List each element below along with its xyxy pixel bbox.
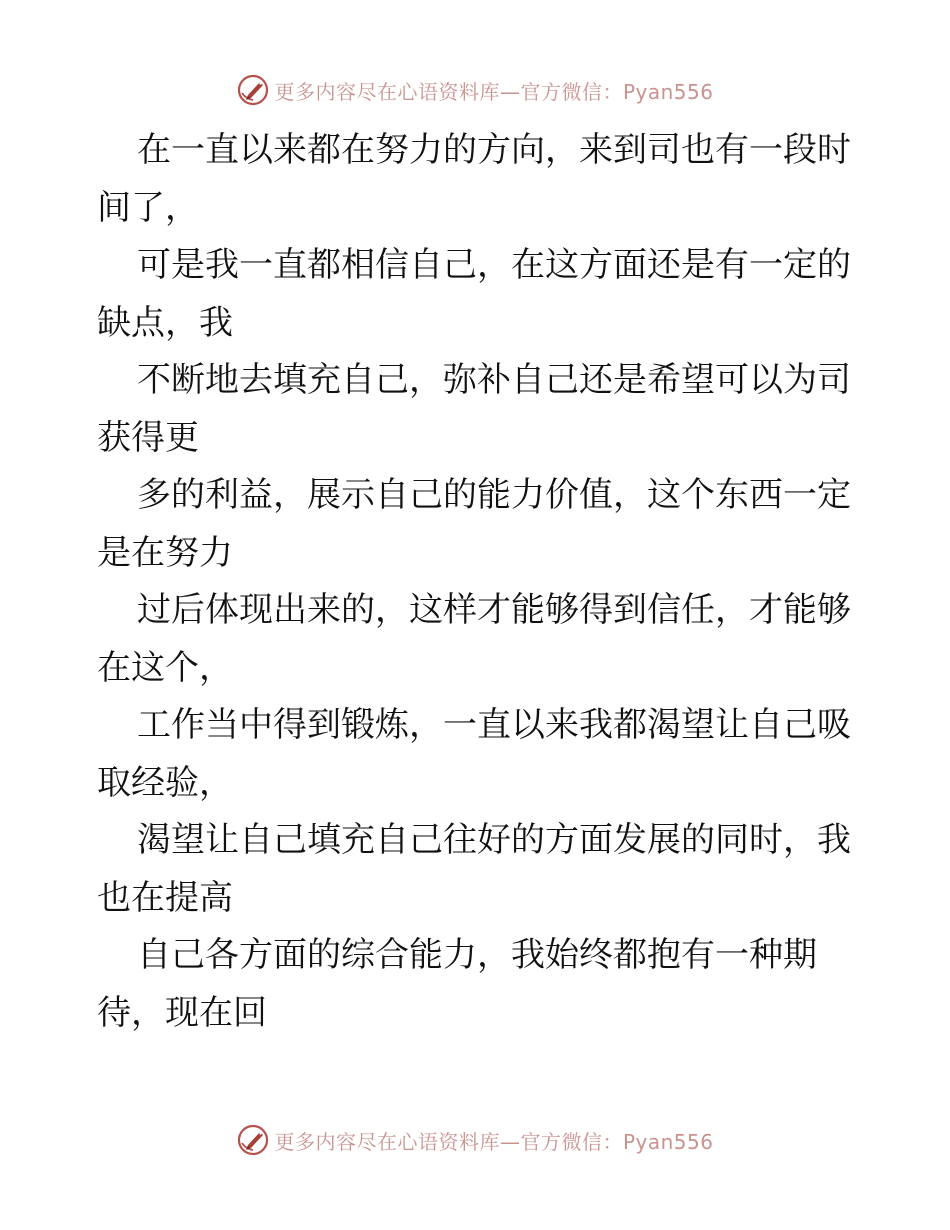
paragraph-1: 在一直以来都在努力的方向，来到司也有一段时间了，: [97, 130, 851, 228]
paragraph-2: 可是我一直都相信自己，在这方面还是有一定的缺点，我: [97, 245, 851, 343]
pen-nib-logo-icon: [236, 1123, 270, 1157]
header-banner-text: 更多内容尽在心语资料库—官方微信：Pyan556: [274, 79, 714, 104]
pen-nib-logo-icon: [236, 73, 270, 107]
paragraph-4: 多的利益，展示自己的能力价值，这个东西一定是在努力: [97, 475, 851, 573]
paragraph-8: 自己各方面的综合能力，我始终都抱有一种期待，现在回: [97, 935, 817, 1033]
paragraph-3: 不断地去填充自己，弥补自己还是希望可以为司获得更: [97, 360, 851, 458]
footer-banner-text: 更多内容尽在心语资料库—官方微信：Pyan556: [274, 1129, 714, 1154]
header-banner: [0, 70, 950, 110]
footer-banner: [0, 1120, 950, 1160]
paragraph-5: 过后体现出来的，这样才能够得到信任，才能够在这个，: [97, 590, 851, 688]
document-body: [97, 122, 857, 1042]
paragraph-7: 渴望让自己填充自己往好的方面发展的同时，我也在提高: [97, 820, 851, 918]
paragraph-6: 工作当中得到锻炼，一直以来我都渴望让自己吸取经验，: [97, 705, 851, 803]
